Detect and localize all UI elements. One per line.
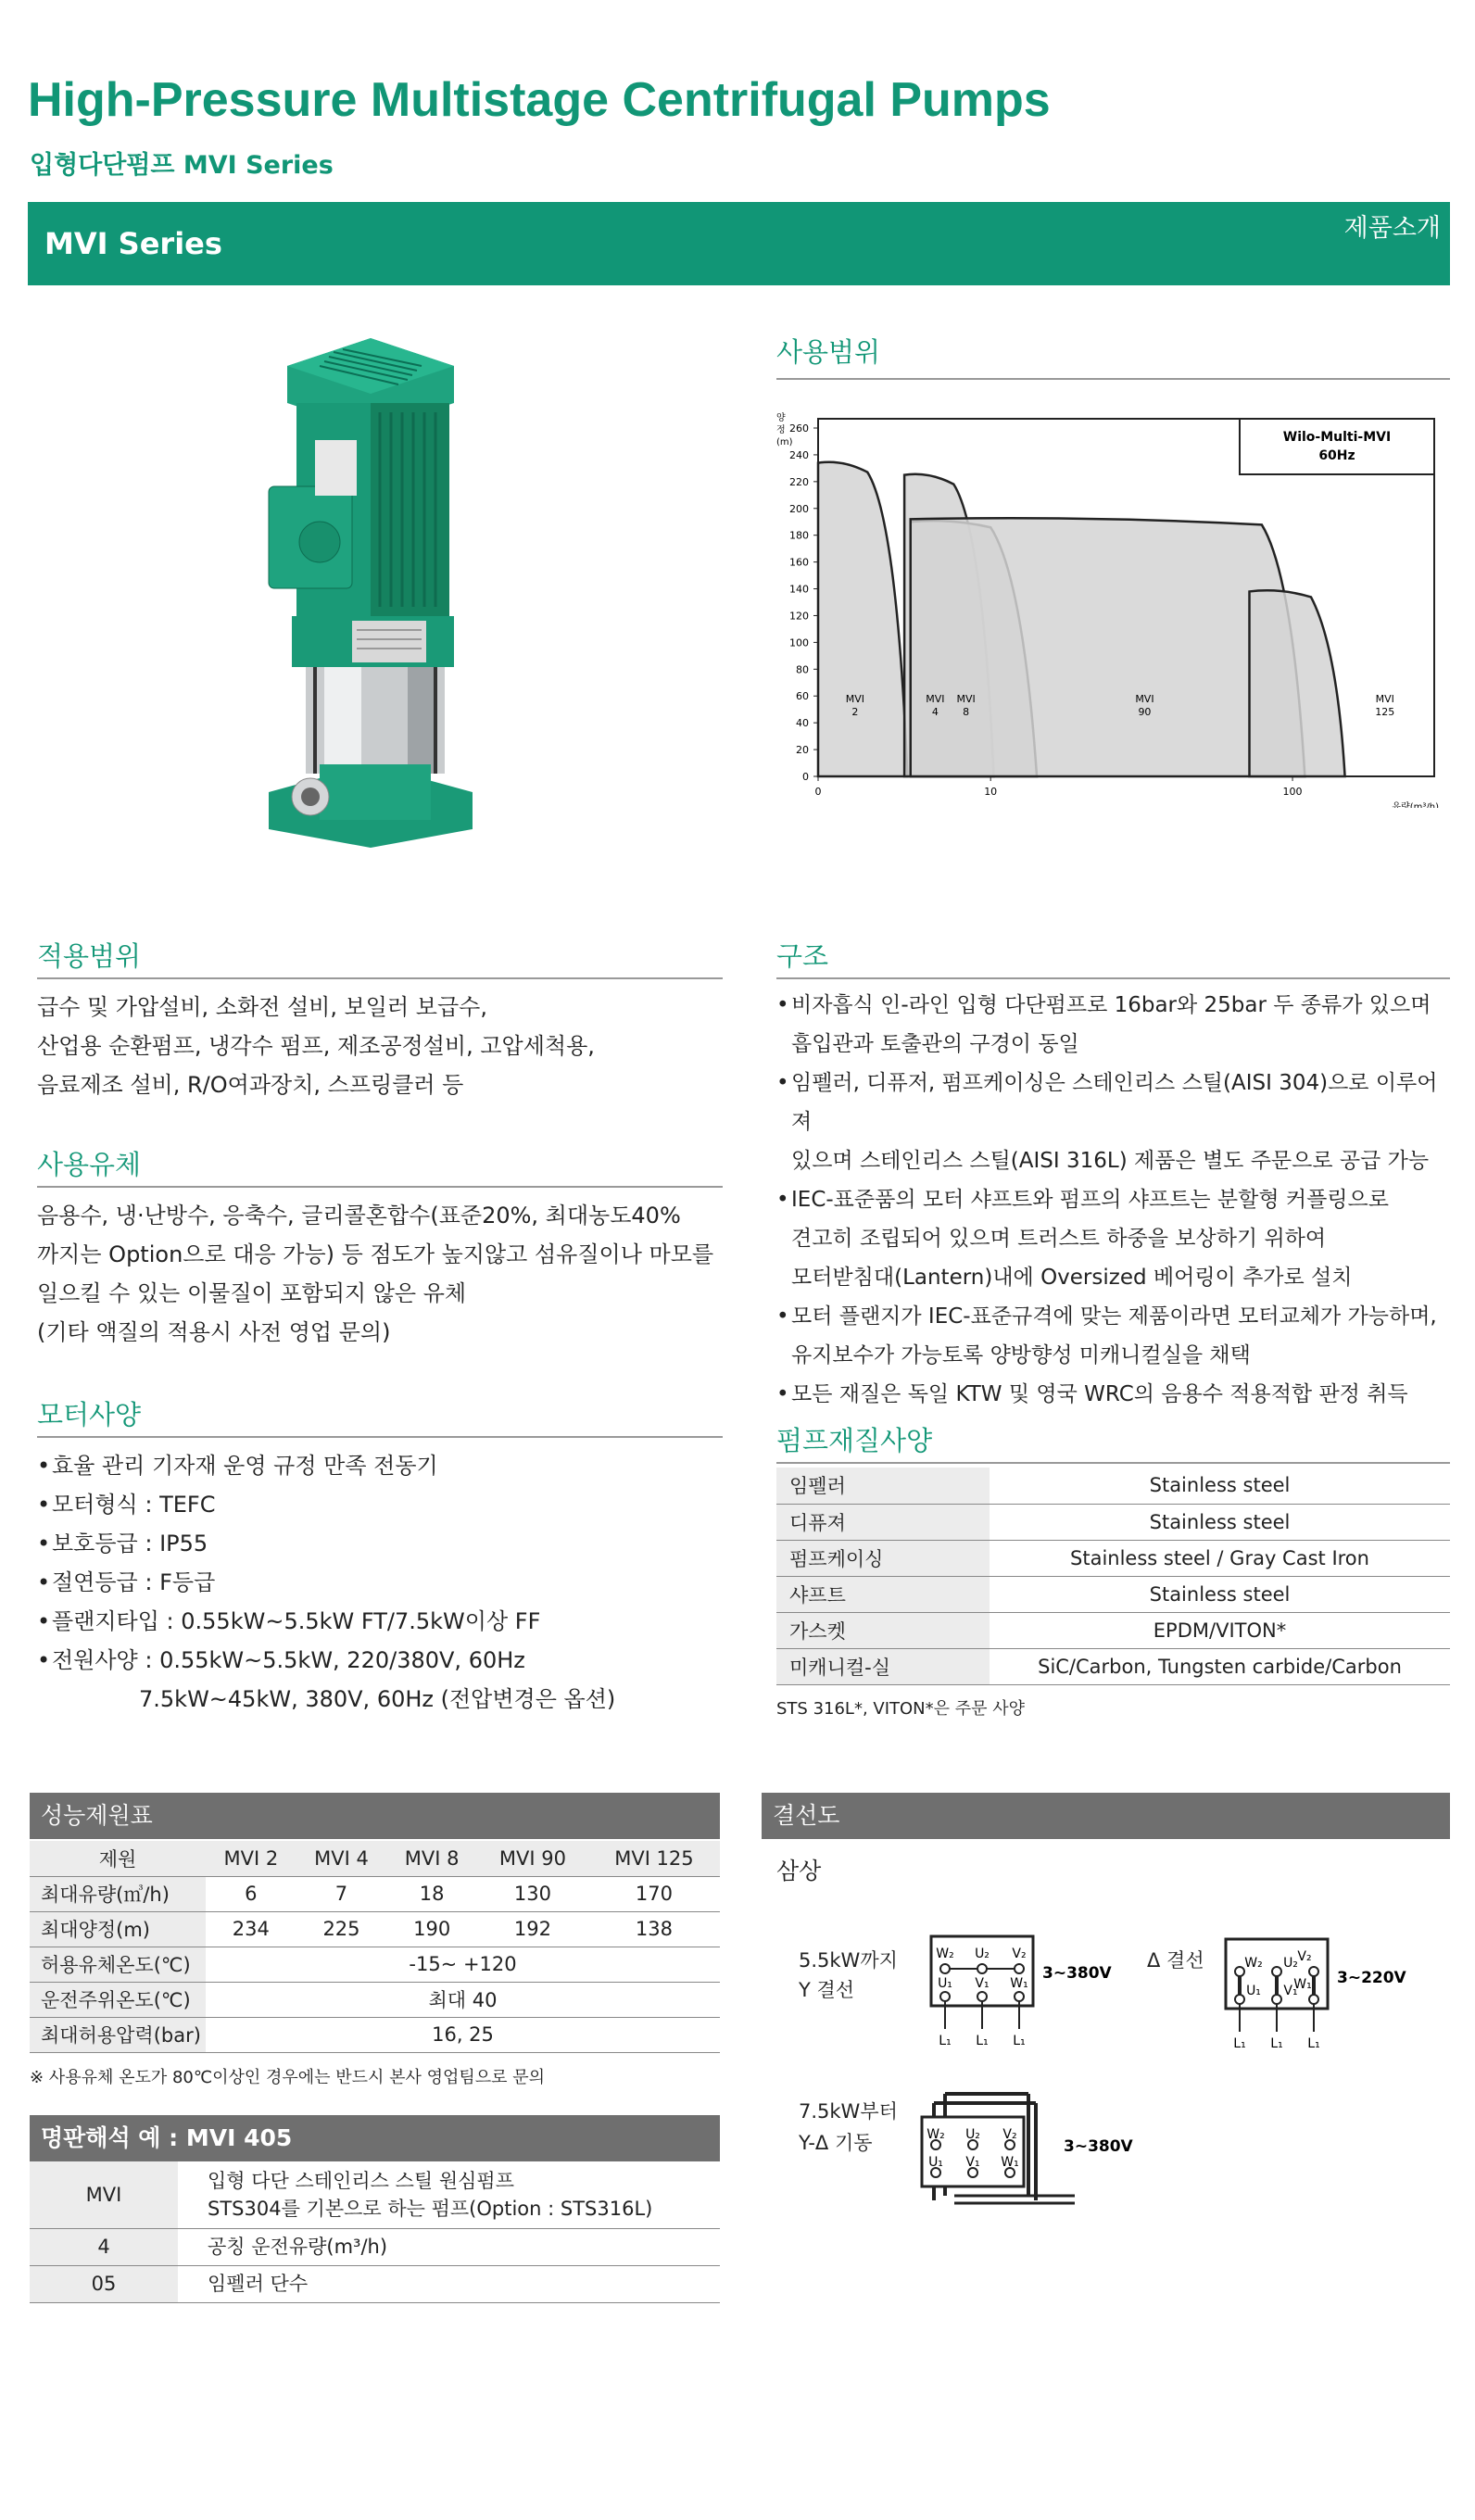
performance-table — [30, 1841, 720, 2053]
column-header: MVI 2 — [206, 1841, 296, 1876]
motor-item: • 전원사양 : 0.55kW~5.5kW, 220/380V, 60Hz — [37, 1641, 723, 1680]
range-curve — [911, 518, 1305, 776]
terminal-label: V₂ — [1297, 1949, 1312, 1964]
page-title: High-Pressure Multistage Centrifugal Pumps — [28, 73, 1051, 127]
terminal-label: U₁ — [928, 2155, 943, 2170]
motor-item: • 모터형식 : TEFC — [37, 1485, 723, 1524]
y-axis-label: (m) — [776, 437, 793, 447]
y-tick-label: 160 — [789, 556, 809, 569]
terminal-label: U₂ — [975, 1947, 990, 1961]
x-axis-label: 유량(m³/h) — [1392, 802, 1439, 808]
table-row — [30, 2161, 720, 2228]
y-tick-label: 60 — [796, 690, 809, 703]
material-part: 샤프트 — [776, 1576, 990, 1612]
row-label: 최대허용압력(bar) — [30, 2017, 206, 2052]
range-divider — [776, 378, 1450, 380]
material-part: 펌프케이싱 — [776, 1540, 990, 1576]
code-meaning-line: STS304를 기본으로 하는 펌프(Option : STS316L) — [208, 2197, 653, 2220]
terminal-label: V₂ — [1002, 2127, 1017, 2142]
terminal-label: W₂ — [936, 1947, 954, 1961]
y-tick-label: 260 — [789, 422, 809, 435]
y-tick-label: 200 — [789, 502, 809, 515]
y-tick-label: 240 — [789, 448, 809, 461]
y-axis-label: 정 — [776, 425, 786, 435]
series-label: MVI — [1135, 693, 1154, 705]
motor-title: 모터사양 — [37, 1399, 142, 1430]
code-meaning — [178, 2161, 720, 2228]
motor-extra: 7.5kW~45kW, 380V, 60Hz (전압변경은 옵션) — [139, 1686, 616, 1712]
structure-item — [776, 1180, 1457, 1297]
terminal-label: L₁ — [1013, 2034, 1026, 2048]
wiring-yd-line: 7.5kW부터 — [799, 2100, 898, 2123]
wiring-title: 결선도 — [762, 1793, 1450, 1839]
y-tick-label: 120 — [789, 610, 809, 623]
structure-line: • IEC-표준품의 모터 샤프트와 펌프의 샤프트는 분할형 커플링으로 — [791, 1188, 1389, 1212]
structure-line: 있으며 스테인리스 스틸(AISI 316L) 제품은 별도 주문으로 공급 가능 — [791, 1149, 1430, 1173]
fluid-line: 까지는 Option으로 대응 가능) 등 점도가 높지않고 섬유질이나 마모를 — [37, 1241, 714, 1267]
terminal-label: V₂ — [1012, 1947, 1027, 1961]
code-key: MVI — [30, 2161, 178, 2228]
code-meaning-line: 입형 다단 스테인리스 스틸 원심펌프 — [208, 2169, 514, 2192]
structure-item — [776, 1064, 1457, 1180]
code-meaning: 임펠러 단수 — [178, 2265, 720, 2302]
y-tick-label: 220 — [789, 475, 809, 488]
page-subtitle: 입형다단펌프 MVI Series — [30, 151, 334, 180]
pump-image — [250, 329, 482, 848]
table-row — [30, 2228, 720, 2265]
application-title: 적용범위 — [37, 940, 142, 972]
code-key: 05 — [30, 2265, 178, 2302]
voltage-label: 3~380V — [1042, 1964, 1112, 1983]
code-key: 4 — [30, 2228, 178, 2265]
terminal-label: U₂ — [965, 2127, 980, 2142]
motor-item: • 절연등급 : F등급 — [37, 1563, 723, 1602]
table-row — [30, 1876, 720, 1911]
y-tick-label: 40 — [796, 717, 809, 730]
motor-list — [37, 1446, 723, 1719]
table-row — [30, 1947, 720, 1982]
structure-line: 모터받침대(Lantern)내에 Oversized 베어링이 추가로 설치 — [791, 1266, 1353, 1290]
table-row — [776, 1576, 1450, 1612]
series-label: MVI — [926, 693, 945, 705]
structure-line: • 모든 재질은 독일 KTW 및 영국 WRC의 음용수 적용적합 판정 취득 — [791, 1382, 1408, 1406]
material-part: 임펠러 — [776, 1468, 990, 1504]
materials-note: STS 316L*, VITON*은 주문 사양 — [776, 1699, 1026, 1719]
table-row — [30, 2017, 720, 2052]
series-label: 2 — [851, 706, 859, 718]
application-line: 급수 및 가압설비, 소화전 설비, 보일러 보급수, — [37, 994, 487, 1020]
structure-line: • 모터 플랜지가 IEC-표준규격에 맞는 제품이라면 모터교체가 가능하며, — [791, 1304, 1437, 1329]
voltage-label: 3~380V — [1064, 2137, 1133, 2156]
table-cell: 138 — [588, 1911, 720, 1947]
wiring-phase: 삼상 — [776, 1858, 822, 1884]
material-value: Stainless steel — [990, 1576, 1450, 1612]
materials-divider — [776, 1462, 1450, 1464]
terminal-label: W₂ — [1244, 1956, 1263, 1971]
wiring-yd-line: Y-Δ 기동 — [799, 2132, 873, 2154]
fluid-line: 음용수, 냉·난방수, 응축수, 글리콜혼합수(표준20%, 최대농도40% — [37, 1203, 681, 1228]
table-cell: 18 — [386, 1876, 477, 1911]
legend-text: 60Hz — [1318, 448, 1355, 463]
table-row — [776, 1504, 1450, 1540]
y-tick-label: 140 — [789, 583, 809, 596]
table-cell: 7 — [296, 1876, 387, 1911]
row-label: 최대유량(㎥/h) — [30, 1876, 206, 1911]
wiring-delta-diagram — [1221, 1934, 1443, 2055]
motor-item: • 플랜지타입 : 0.55kW~5.5kW FT/7.5kW이상 FF — [37, 1602, 723, 1641]
structure-line: 견고히 조립되어 있으며 트러스트 하중을 보상하기 위하여 — [791, 1227, 1327, 1251]
x-tick-label: 10 — [984, 786, 998, 798]
code-meaning: 공칭 운전유량(m³/h) — [178, 2228, 720, 2265]
table-cell: 170 — [588, 1876, 720, 1911]
wiring-y-diagram — [927, 1932, 1140, 2052]
column-header: MVI 4 — [296, 1841, 387, 1876]
row-label: 최대양정(m) — [30, 1911, 206, 1947]
y-tick-label: 80 — [796, 663, 809, 676]
fluid-line: 일으킬 수 있는 이물질이 포함되지 않은 유체 — [37, 1280, 467, 1306]
materials-table — [776, 1468, 1450, 1685]
table-cell: -15~ +120 — [206, 1947, 720, 1982]
table-cell: 6 — [206, 1876, 296, 1911]
series-label: MVI — [845, 693, 865, 705]
material-value: SiC/Carbon, Tungsten carbide/Carbon — [990, 1648, 1450, 1684]
series-label: 90 — [1138, 706, 1152, 718]
series-name: MVI Series — [44, 226, 222, 261]
column-header: MVI 90 — [477, 1841, 588, 1876]
structure-line: 유지보수가 가능토록 양방향성 미캐니컬실을 채택 — [791, 1343, 1251, 1367]
nameplate-title: 명판해석 예 : MVI 405 — [30, 2115, 720, 2161]
terminal-label: L₁ — [939, 2034, 952, 2048]
application-line: 산업용 순환펌프, 냉각수 펌프, 제조공정설비, 고압세척용, — [37, 1033, 595, 1059]
material-value: Stainless steel — [990, 1504, 1450, 1540]
series-label: MVI — [956, 693, 976, 705]
material-value: EPDM/VITON* — [990, 1612, 1450, 1648]
application-line: 음료제조 설비, R/O여과장치, 스프링클러 등 — [37, 1072, 464, 1098]
y-tick-label: 0 — [802, 771, 809, 783]
structure-divider — [776, 977, 1450, 979]
row-label: 허용유체온도(℃) — [30, 1947, 206, 1982]
table-row — [30, 2265, 720, 2302]
table-row — [776, 1612, 1450, 1648]
terminal-label: V₁ — [1283, 1984, 1298, 1998]
legend-box — [1240, 419, 1434, 474]
material-part: 가스켓 — [776, 1612, 990, 1648]
table-cell: 130 — [477, 1876, 588, 1911]
table-cell: 최대 40 — [206, 1982, 720, 2017]
wiring-y-line: 5.5kW까지 — [799, 1949, 898, 1972]
application-divider — [37, 977, 723, 979]
terminal-label: V₁ — [975, 1976, 990, 1991]
table-cell: 190 — [386, 1911, 477, 1947]
fluid-title: 사용유체 — [37, 1149, 142, 1180]
table-row — [776, 1648, 1450, 1684]
motor-item: • 효율 관리 기자재 운영 규정 만족 전동기 — [37, 1446, 723, 1485]
terminal-label: L₁ — [1307, 2036, 1320, 2051]
wiring-y-label — [799, 1946, 898, 2005]
structure-item — [776, 1375, 1457, 1414]
nameplate-table — [30, 2161, 720, 2303]
terminal-label: L₁ — [1270, 2036, 1283, 2051]
y-axis-label: 양 — [776, 413, 786, 423]
structure-list — [776, 986, 1457, 1414]
terminal-label: W₁ — [1010, 1976, 1028, 1991]
terminal-label: U₁ — [938, 1976, 952, 1991]
application-text — [37, 988, 723, 1104]
table-cell: 225 — [296, 1911, 387, 1947]
legend-text: Wilo-Multi-MVI — [1282, 430, 1392, 445]
table-cell: 16, 25 — [206, 2017, 720, 2052]
materials-title: 펌프재질사양 — [776, 1425, 933, 1456]
intro-label: 제품소개 — [1343, 214, 1441, 243]
table-row — [30, 1911, 720, 1947]
y-tick-label: 180 — [789, 529, 809, 542]
fluid-divider — [37, 1186, 723, 1188]
fluid-line: (기타 액질의 적용시 사전 영업 문의) — [37, 1319, 391, 1345]
terminal-label: V₁ — [965, 2155, 980, 2170]
structure-line: 흡입관과 토출관의 구경이 동일 — [791, 1032, 1079, 1056]
column-header: 제원 — [30, 1841, 206, 1876]
wiring-yd-label — [799, 2096, 898, 2159]
table-cell: 234 — [206, 1911, 296, 1947]
series-bar — [28, 202, 1450, 285]
x-tick-label: 0 — [814, 786, 822, 798]
material-part: 미캐니컬-실 — [776, 1648, 990, 1684]
series-label: 8 — [963, 706, 970, 718]
structure-title: 구조 — [776, 940, 829, 972]
y-tick-label: 100 — [789, 636, 809, 649]
terminal-label: W₁ — [1001, 2155, 1019, 2170]
terminal-label: W₁ — [1293, 1977, 1312, 1992]
range-title: 사용범위 — [776, 336, 881, 368]
table-row — [30, 1982, 720, 2017]
row-label: 운전주위온도(℃) — [30, 1982, 206, 2017]
wiring-yd-diagram — [917, 2085, 1195, 2210]
voltage-label: 3~220V — [1337, 1969, 1406, 1987]
y-tick-label: 20 — [796, 744, 809, 757]
structure-item — [776, 1297, 1457, 1375]
table-cell: 192 — [477, 1911, 588, 1947]
material-value: Stainless steel — [990, 1468, 1450, 1504]
motor-divider — [37, 1436, 723, 1438]
series-label: 4 — [931, 706, 939, 718]
performance-title: 성능제원표 — [30, 1793, 720, 1839]
table-row — [776, 1540, 1450, 1576]
motor-item: • 보호등급 : IP55 — [37, 1524, 723, 1563]
material-part: 디퓨져 — [776, 1504, 990, 1540]
terminal-label: U₂ — [1283, 1956, 1298, 1971]
table-row — [776, 1468, 1450, 1504]
terminal-label: L₁ — [1233, 2036, 1246, 2051]
column-header: MVI 8 — [386, 1841, 477, 1876]
terminal-label: U₁ — [1246, 1984, 1261, 1998]
x-tick-label: 100 — [1282, 786, 1303, 798]
terminal-label: L₁ — [976, 2034, 989, 2048]
performance-note: ※ 사용유체 온도가 80℃이상인 경우에는 반드시 본사 영업팀으로 문의 — [30, 2068, 546, 2087]
structure-item — [776, 986, 1457, 1064]
wiring-delta-label: Δ 결선 — [1147, 1949, 1204, 1972]
column-header: MVI 125 — [588, 1841, 720, 1876]
structure-line: • 비자흡식 인-라인 입형 다단펌프로 16bar와 25bar 두 종류가 있으며 — [791, 993, 1431, 1017]
wiring-y-line: Y 결선 — [799, 1979, 855, 2001]
fluid-text — [37, 1196, 732, 1352]
table-header-row — [30, 1841, 720, 1876]
series-label: MVI — [1375, 693, 1394, 705]
structure-line: • 임펠러, 디퓨저, 펌프케이싱은 스테인리스 스틸(AISI 304)으로 이루어져 — [791, 1071, 1438, 1134]
material-value: Stainless steel / Gray Cast Iron — [990, 1540, 1450, 1576]
terminal-label: W₂ — [927, 2127, 945, 2142]
series-label: 125 — [1375, 706, 1395, 718]
range-chart — [767, 400, 1453, 808]
